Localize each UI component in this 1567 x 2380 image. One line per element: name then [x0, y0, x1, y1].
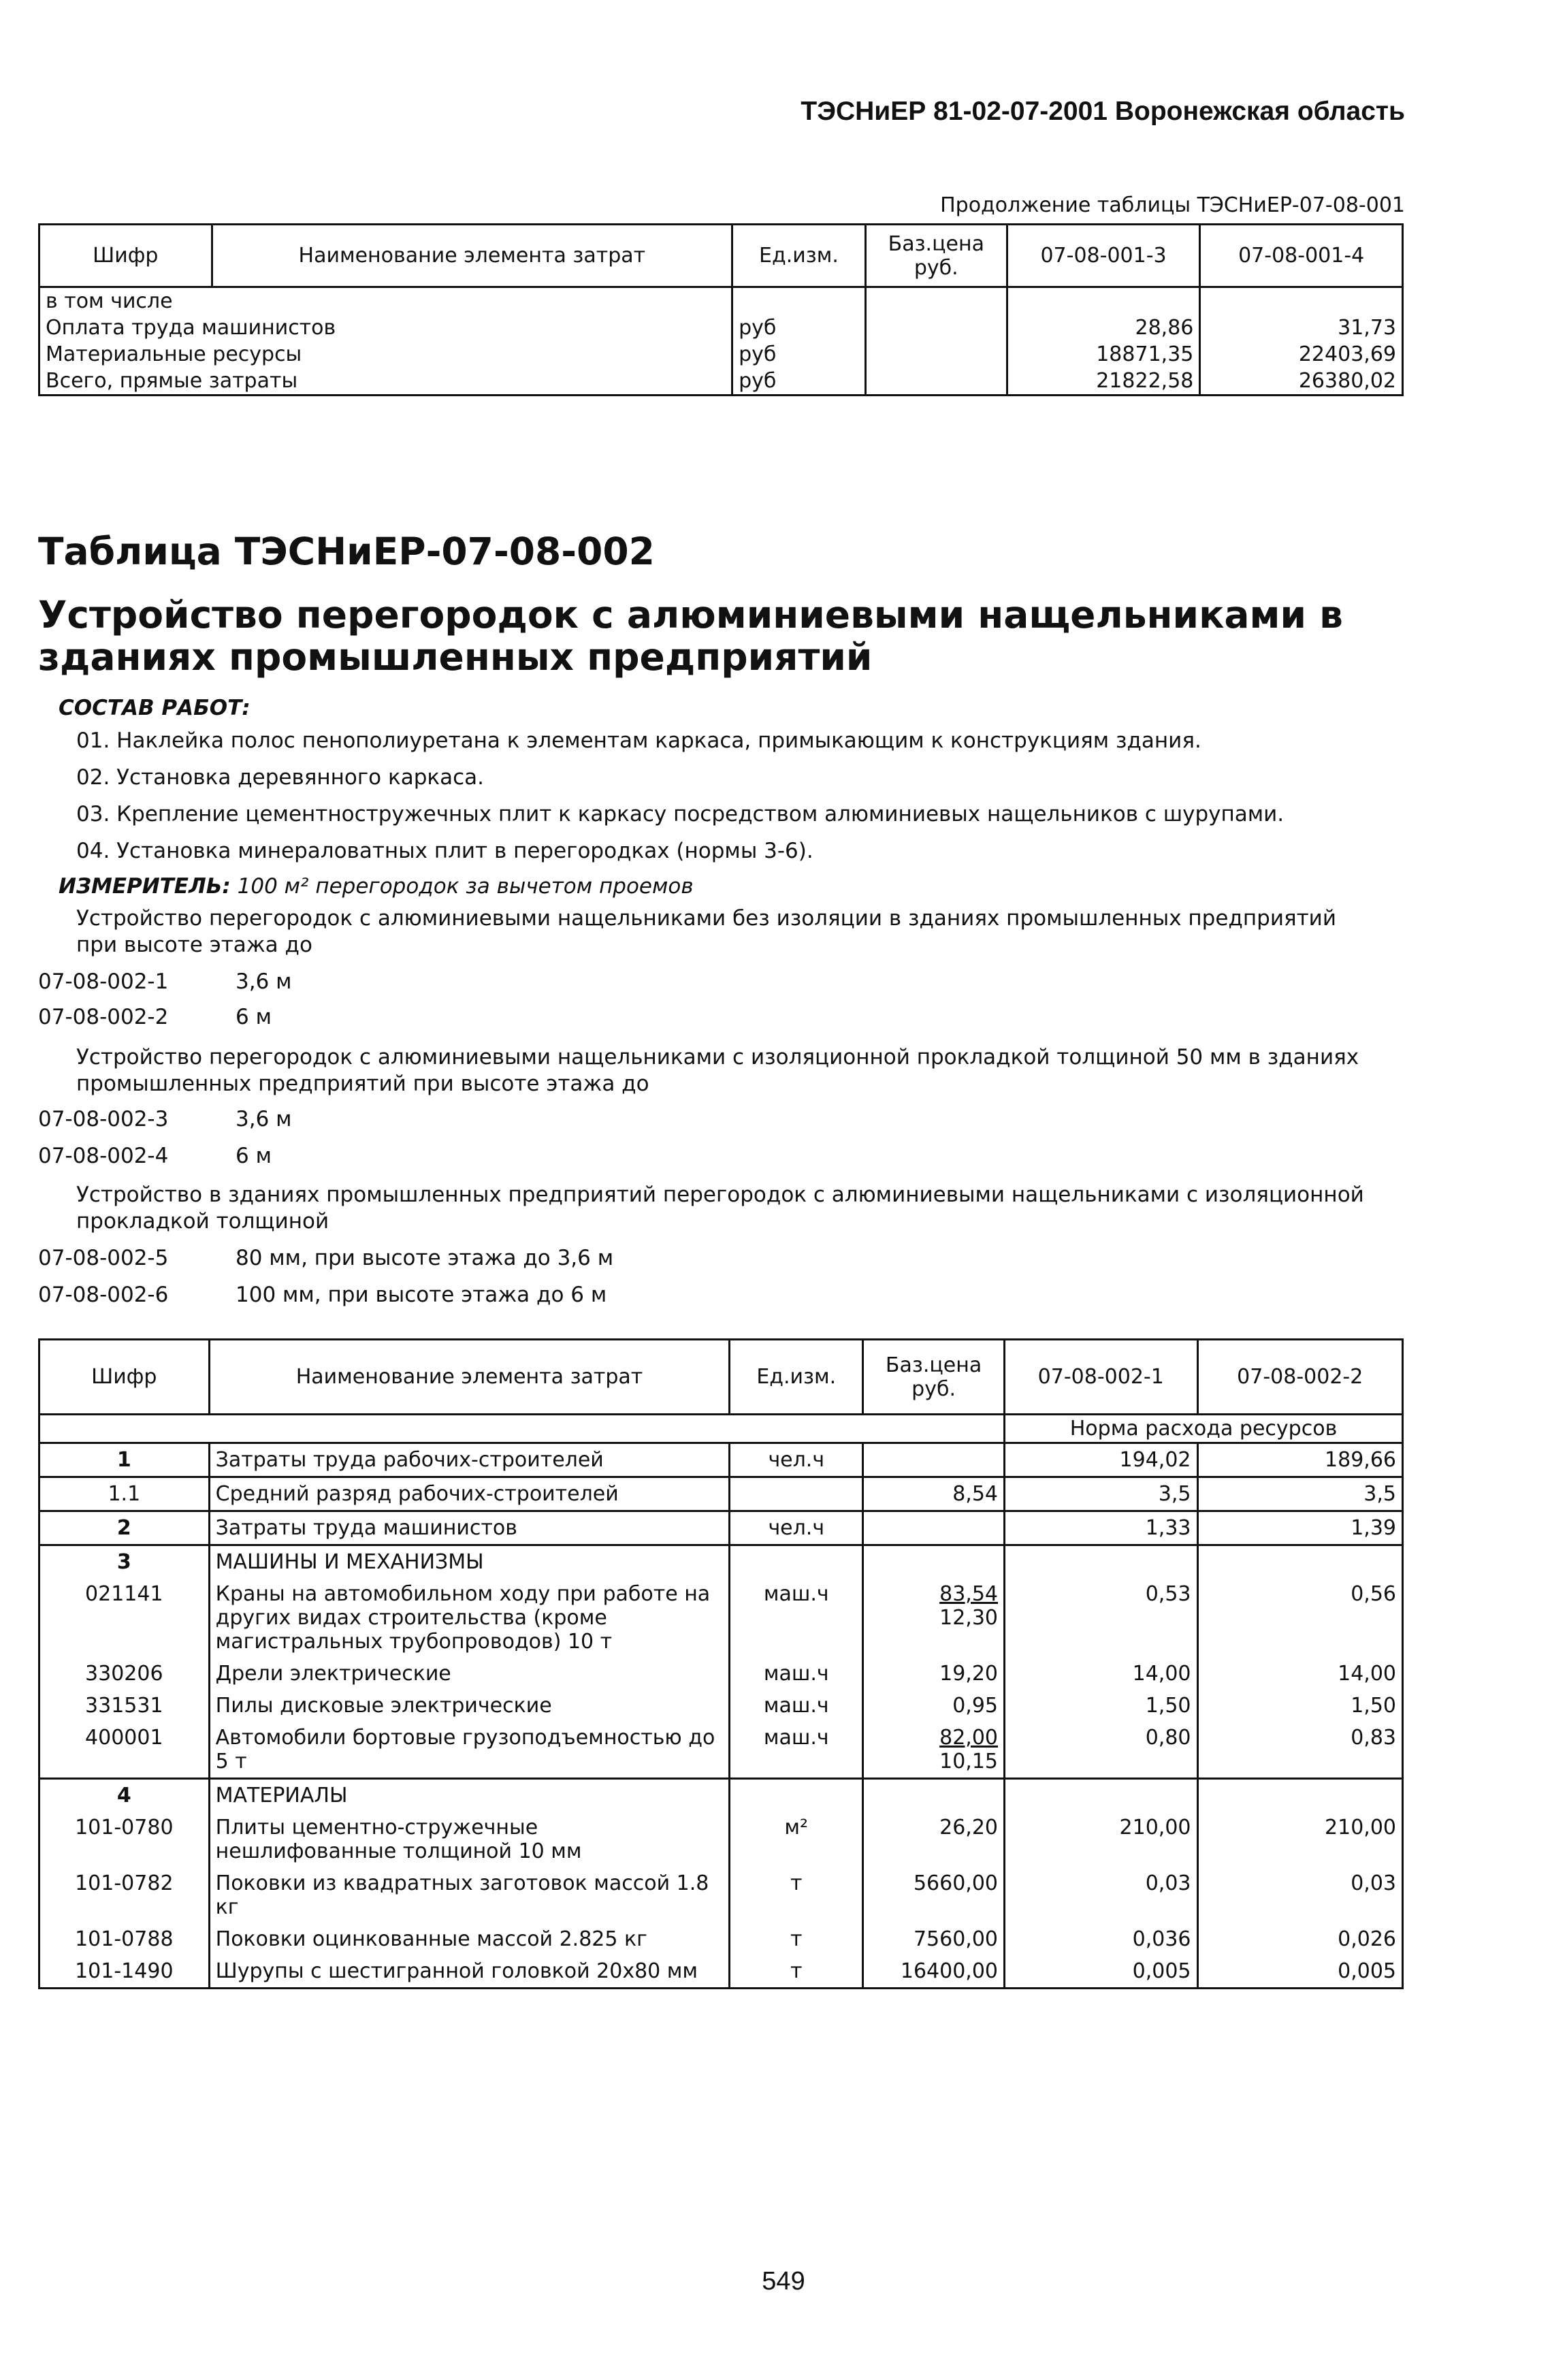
price-value: 26,20	[939, 1816, 999, 1839]
cell-v2: 1,50	[1197, 1690, 1402, 1722]
cell-v2	[1197, 1779, 1402, 1812]
cell-name: Оплата труда машинистов	[39, 315, 732, 341]
cell-name: Средний разряд рабочих-строителей	[209, 1477, 730, 1511]
cell-v2: 0,026	[1197, 1923, 1402, 1955]
price-value: 5660,00	[913, 1871, 999, 1895]
col-header: Ед.изм.	[732, 225, 866, 287]
meter-text: 100 м² перегородок за вычетом проемов	[237, 874, 694, 899]
cell-value	[1007, 287, 1200, 315]
cell-name: Поковки оцинкованные массой 2.825 кг	[209, 1923, 730, 1955]
work-item: 04. Установка минераловатных плит в перегородках (нормы 3-6).	[76, 839, 813, 863]
table-row	[39, 368, 1403, 396]
table-row	[39, 1545, 1403, 1579]
col-header: 07-08-002-2	[1197, 1340, 1402, 1415]
table-continuation	[38, 223, 1404, 396]
cell-name: Дрели электрические	[209, 1658, 730, 1690]
work-composition-label: СОСТАВ РАБОТ:	[59, 696, 251, 720]
code-value: 80 мм, при высоте этажа до 3,6 м	[236, 1246, 614, 1270]
col-header: Наименование элемента затрат	[209, 1340, 730, 1415]
cell-unit: т	[730, 1955, 863, 1989]
cell-price	[863, 1779, 1005, 1812]
code-label: 07-08-002-1	[38, 969, 169, 994]
cell-price	[863, 1955, 1005, 1989]
cell-v1: 14,00	[1005, 1658, 1198, 1690]
cell-unit: маш.ч	[730, 1722, 863, 1779]
code-value: 3,6 м	[236, 969, 292, 994]
cell-code: 2	[39, 1511, 210, 1545]
meter-label: ИЗМЕРИТЕЛЬ:	[59, 874, 231, 899]
table-row	[39, 1955, 1403, 1989]
cell-value	[1200, 287, 1403, 315]
cell-v2: 0,83	[1197, 1722, 1402, 1779]
table-row	[39, 1867, 1403, 1923]
cell-code: 400001	[39, 1722, 210, 1779]
cell-v2: 0,56	[1197, 1578, 1402, 1658]
cell-unit: руб	[732, 341, 866, 368]
table-row	[39, 1443, 1403, 1477]
code-label: 07-08-002-4	[38, 1144, 169, 1168]
price-machinist-value: 12,30	[939, 1606, 999, 1630]
cell-unit: маш.ч	[730, 1658, 863, 1690]
cell-code: 101-0782	[39, 1867, 210, 1923]
code-label: 07-08-002-2	[38, 1005, 169, 1029]
cell-v2: 3,5	[1197, 1477, 1402, 1511]
table-row	[39, 1779, 1403, 1812]
code-value: 3,6 м	[236, 1107, 292, 1131]
cell-name: Краны на автомобильном ходу при работе на других видах строительства (кроме магистральных трубопроводов) 10 т	[209, 1578, 730, 1658]
cell-v1	[1005, 1545, 1198, 1579]
cell-v2: 210,00	[1197, 1812, 1402, 1867]
cell-unit: м²	[730, 1812, 863, 1867]
cell-v2: 0,03	[1197, 1867, 1402, 1923]
table-row	[39, 1722, 1403, 1779]
cell-code: 4	[39, 1779, 210, 1812]
cell-code: 101-1490	[39, 1955, 210, 1989]
cell-v1: 0,53	[1005, 1578, 1198, 1658]
col-header: 07-08-002-1	[1005, 1340, 1198, 1415]
cell-price	[863, 1511, 1005, 1545]
col-header: Шифр	[39, 1340, 210, 1415]
cell-price	[863, 1812, 1005, 1867]
cell-name: Автомобили бортовые грузоподъемностью до 5 т	[209, 1722, 730, 1779]
cell-v1: 194,02	[1005, 1443, 1198, 1477]
cell-name: Затраты труда рабочих-строителей	[209, 1443, 730, 1477]
variant-description: Устройство в зданиях промышленных предприятий перегородок с алюминиевыми нащельниками с изоляционной прокладкой толщиной	[76, 1183, 1364, 1234]
variant-description: Устройство перегородок с алюминиевыми нащельниками без изоляции в зданиях промышленных предприятий при высоте этажа до	[76, 906, 1336, 957]
cell-unit: маш.ч	[730, 1690, 863, 1722]
cell-price	[863, 1477, 1005, 1511]
table-row	[39, 1477, 1403, 1511]
cell-price	[863, 1867, 1005, 1923]
section-subtitle: Устройство перегородок с алюминиевыми нащельниками в зданиях промышленных предприятий	[38, 593, 1343, 679]
cell-code: 1	[39, 1443, 210, 1477]
norm-label: Норма расхода ресурсов	[1005, 1415, 1403, 1443]
cell-v1: 3,5	[1005, 1477, 1198, 1511]
cell-name: Материальные ресурсы	[39, 341, 732, 368]
cell-unit: маш.ч	[730, 1578, 863, 1658]
work-item: 02. Установка деревянного каркаса.	[76, 765, 485, 790]
col-header: 07-08-001-4	[1200, 225, 1403, 287]
cell-name: Всего, прямые затраты	[39, 368, 732, 396]
cell-unit: руб	[732, 315, 866, 341]
cell-unit: руб	[732, 368, 866, 396]
price-value: 16400,00	[900, 1959, 999, 1983]
cell-price	[863, 1578, 1005, 1658]
cell-name: Затраты труда машинистов	[209, 1511, 730, 1545]
table-row	[39, 1690, 1403, 1722]
cell-price	[863, 1443, 1005, 1477]
code-label: 07-08-002-3	[38, 1107, 169, 1131]
price-value: 83,54	[939, 1582, 999, 1606]
cell-name: в том числе	[39, 287, 732, 315]
cell-unit	[732, 287, 866, 315]
table-row	[39, 341, 1403, 368]
cell-name: Плиты цементно-стружечные нешлифованные толщиной 10 мм	[209, 1812, 730, 1867]
table-row	[39, 1923, 1403, 1955]
resource-table	[38, 1338, 1404, 1989]
cell-v1: 0,036	[1005, 1923, 1198, 1955]
table-row	[39, 1511, 1403, 1545]
cell-value: 21822,58	[1007, 368, 1200, 396]
cell-name: Шурупы с шестигранной головкой 20х80 мм	[209, 1955, 730, 1989]
col-header: Баз.цена руб.	[863, 1340, 1005, 1415]
cell-v2: 14,00	[1197, 1658, 1402, 1690]
cell-code: 101-0788	[39, 1923, 210, 1955]
code-value: 6 м	[236, 1144, 272, 1168]
table-row	[39, 1812, 1403, 1867]
col-header: Наименование элемента затрат	[212, 225, 732, 287]
work-item: 03. Крепление цементностружечных плит к каркасу посредством алюминиевых нащельников с шурупами.	[76, 802, 1285, 826]
cell-price	[863, 1722, 1005, 1779]
cell-v1: 0,005	[1005, 1955, 1198, 1989]
col-header: 07-08-001-3	[1007, 225, 1200, 287]
cell-name: Пилы дисковые электрические	[209, 1690, 730, 1722]
page-header: ТЭСНиЕР 81-02-07-2001 Воронежская область	[801, 97, 1405, 126]
cell-price	[863, 1923, 1005, 1955]
cell-unit	[730, 1477, 863, 1511]
cell-unit	[730, 1545, 863, 1579]
price-value: 7560,00	[913, 1927, 999, 1951]
col-header: Шифр	[39, 225, 212, 287]
table-row	[39, 1658, 1403, 1690]
cell-name: МАШИНЫ И МЕХАНИЗМЫ	[209, 1545, 730, 1579]
table-row	[39, 1578, 1403, 1658]
price-value: 8,54	[952, 1482, 999, 1506]
cell-name: МАТЕРИАЛЫ	[209, 1779, 730, 1812]
cell-value: 26380,02	[1200, 368, 1403, 396]
price-value: 0,95	[952, 1694, 999, 1718]
code-value: 100 мм, при высоте этажа до 6 м	[236, 1283, 607, 1307]
cell-price	[863, 1690, 1005, 1722]
cell-v2: 1,39	[1197, 1511, 1402, 1545]
cell-unit: т	[730, 1923, 863, 1955]
price-value: 19,20	[939, 1662, 999, 1686]
cell-name: Поковки из квадратных заготовок массой 1.8 кг	[209, 1867, 730, 1923]
col-header: Баз.цена руб.	[865, 225, 1007, 287]
page-number: 549	[762, 2267, 805, 2296]
cell-code: 1.1	[39, 1477, 210, 1511]
cell-value: 18871,35	[1007, 341, 1200, 368]
cell-code: 101-0780	[39, 1812, 210, 1867]
cell-code: 330206	[39, 1658, 210, 1690]
cell-code: 331531	[39, 1690, 210, 1722]
cell-value: 28,86	[1007, 315, 1200, 341]
cell-v1: 0,03	[1005, 1867, 1198, 1923]
cell-unit: чел.ч	[730, 1511, 863, 1545]
cell-v1	[1005, 1779, 1198, 1812]
cell-unit: т	[730, 1867, 863, 1923]
table-row	[39, 287, 1403, 315]
cell-price	[863, 1545, 1005, 1579]
cell-v1: 1,50	[1005, 1690, 1198, 1722]
cell-code: 3	[39, 1545, 210, 1579]
table-row	[39, 315, 1403, 341]
work-item: 01. Наклейка полос пенополиуретана к элементам каркаса, примыкающим к конструкциям здания.	[76, 728, 1201, 753]
cell-value: 22403,69	[1200, 341, 1403, 368]
cell-v1: 210,00	[1005, 1812, 1198, 1867]
col-header: Ед.изм.	[730, 1340, 863, 1415]
code-label: 07-08-002-5	[38, 1246, 169, 1270]
cell-v2	[1197, 1545, 1402, 1579]
code-value: 6 м	[236, 1005, 272, 1029]
cell-v1: 0,80	[1005, 1722, 1198, 1779]
cell-v2: 189,66	[1197, 1443, 1402, 1477]
cell-unit	[730, 1779, 863, 1812]
table-continuation-caption: Продолжение таблицы ТЭСНиЕР-07-08-001	[940, 193, 1405, 217]
meter-line	[59, 874, 694, 899]
cell-v1: 1,33	[1005, 1511, 1198, 1545]
price-value: 82,00	[939, 1726, 999, 1750]
cell-price	[863, 1658, 1005, 1690]
table-title: Таблица ТЭСНиЕР-07-08-002	[38, 530, 655, 573]
cell-unit: чел.ч	[730, 1443, 863, 1477]
price-machinist-value: 10,15	[939, 1750, 999, 1773]
cell-code: 021141	[39, 1578, 210, 1658]
cell-v2: 0,005	[1197, 1955, 1402, 1989]
variant-description: Устройство перегородок с алюминиевыми нащельниками с изоляционной прокладкой толщиной 50 мм в зданиях промышленных предприятий при высоте этажа до	[76, 1045, 1359, 1096]
cell-value: 31,73	[1200, 315, 1403, 341]
code-label: 07-08-002-6	[38, 1283, 169, 1307]
